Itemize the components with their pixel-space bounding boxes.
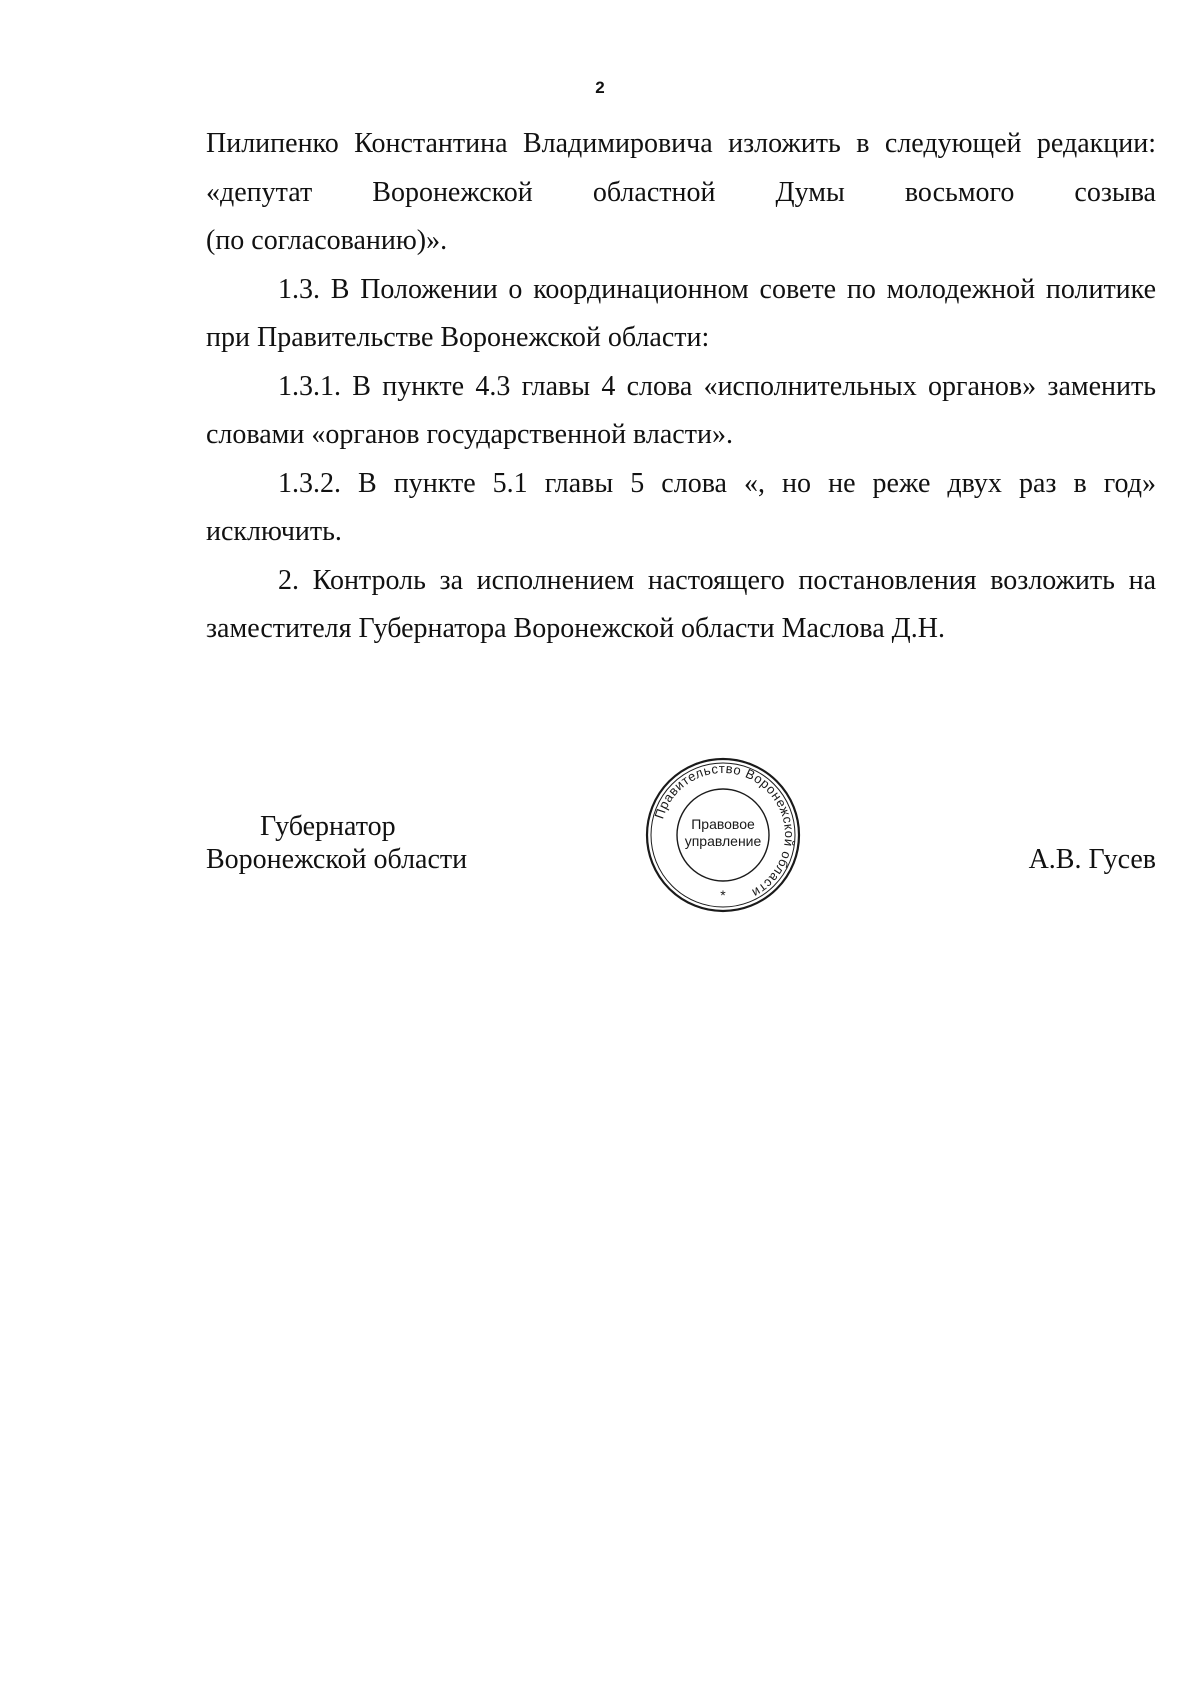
paragraph-1-3-1: 1.3.1. В пункте 4.3 главы 4 слова «исполнительных органов» заменить словами «органов государственной власти». xyxy=(206,370,1156,450)
signature-title-line-2: Воронежской области xyxy=(206,844,468,875)
seal-ring-text: Правительство Воронежской области xyxy=(651,760,798,901)
signature-title-line-1: Губернатор xyxy=(260,811,396,842)
document-body xyxy=(206,120,1156,654)
paragraph-2: 2. Контроль за исполнением настоящего постановления возложить на заместителя Губернатора Воронежской области Маслова Д.Н. xyxy=(206,564,1156,644)
seal-center-line-2: управление xyxy=(684,833,762,849)
paragraph-1-line-1: Пилипенко Константина Владимировича изложить в следующей редакции: xyxy=(206,128,1156,159)
seal-star-icon: * xyxy=(720,887,726,903)
signer-name: А.В. Гусев xyxy=(1028,844,1156,875)
paragraph-1-line-2: «депутат Воронежской областной Думы восьмого созыва xyxy=(206,176,1156,208)
paragraph-1-3-2: 1.3.2. В пункте 5.1 главы 5 слова «, но не реже двух раз в год» исключить. xyxy=(206,467,1156,547)
official-seal-stamp xyxy=(645,757,801,913)
seal-center-line-1: Правовое xyxy=(691,816,755,832)
signature-title xyxy=(206,810,467,876)
page-number: 2 xyxy=(595,78,605,97)
paragraph-1-3: 1.3. В Положении о координационном совете по молодежной политике при Правительстве Воронежской области: xyxy=(206,273,1156,353)
paragraph-1-line-3: (по согласованию)». xyxy=(206,225,448,256)
